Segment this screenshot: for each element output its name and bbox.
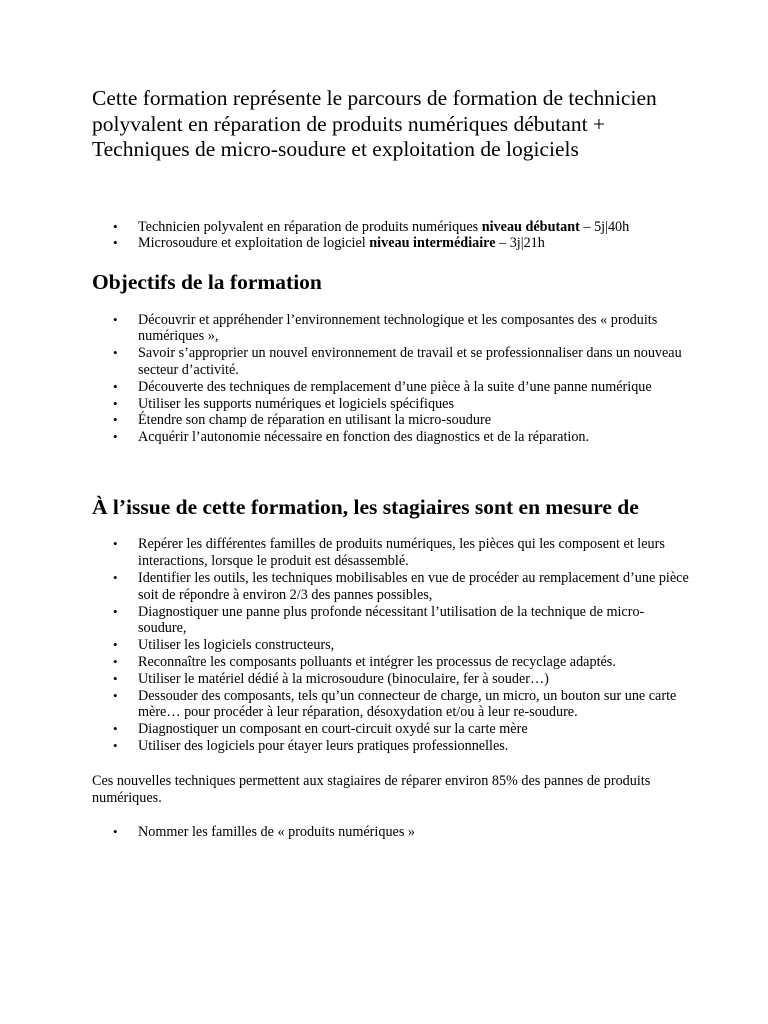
objective-text: Découvrir et appréhender l’environnement technologique et les composantes des « produits numériques », (138, 311, 658, 345)
bullet-icon: • (113, 345, 118, 361)
list-item (92, 379, 692, 396)
bullet-icon: • (113, 654, 118, 670)
course-level: niveau débutant (481, 218, 580, 235)
bullet-icon: • (113, 311, 118, 327)
outcome-text: Identifier les outils, les techniques mobilisables en vue de procéder au remplacement d’une pièce soit de répondre à environ 2/3 des pannes possibles, (138, 570, 689, 603)
list-item (92, 824, 692, 841)
bullet-icon: • (113, 570, 118, 586)
bullet-icon: • (113, 235, 118, 251)
bullet-icon: • (113, 218, 118, 234)
objective-text: Acquérir l’autonomie nécessaire en fonction des diagnostics et de la réparation. (138, 429, 590, 446)
objective-text: Étendre son champ de réparation en utilisant la micro-soudure (138, 412, 491, 429)
bullet-icon: • (113, 603, 118, 619)
objective-text: Savoir s’approprier un nouvel environnement de travail et se professionnaliser dans un nouveau secteur d’activité. (138, 345, 682, 378)
course-level: niveau intermédiaire (369, 235, 496, 252)
outcome-text: Repérer les différentes familles de produits numériques, les pièces qui les composent et leurs interactions, lorsque le produit est désassemblé. (138, 536, 665, 570)
course-duration: – 5j|40h (579, 218, 630, 235)
outcome-text: Utiliser des logiciels pour étayer leurs pratiques professionnelles. (138, 738, 509, 755)
bullet-icon: • (113, 412, 118, 428)
list-item (92, 219, 692, 236)
list-item (92, 312, 692, 346)
objectives-heading: Objectifs de la formation (92, 270, 322, 295)
list-item (92, 429, 692, 446)
list-item (92, 570, 692, 604)
course-list (92, 219, 692, 253)
summary-paragraph: Ces nouvelles techniques permettent aux stagiaires de réparer environ 85% des pannes de produits numériques. (92, 772, 651, 806)
list-item (92, 235, 692, 252)
final-list (92, 824, 692, 841)
list-item (92, 536, 692, 570)
bullet-icon: • (113, 536, 118, 552)
outcome-text: Utiliser les logiciels constructeurs, (138, 637, 335, 654)
objective-text: Découverte des techniques de remplacement d’une pièce à la suite d’une panne numérique (138, 378, 652, 395)
final-item-text: Nommer les familles de « produits numériques » (138, 824, 415, 841)
bullet-icon: • (113, 429, 118, 445)
bullet-icon: • (113, 721, 118, 737)
list-item (92, 721, 692, 738)
outcome-text: Diagnostiquer un composant en court-circuit oxydé sur la carte mère (138, 721, 528, 738)
outcome-text: Reconnaître les composants polluants et intégrer les processus de recyclage adaptés. (138, 654, 616, 671)
objectives-list (92, 312, 692, 446)
document-page (92, 86, 692, 841)
bullet-icon: • (113, 824, 118, 840)
list-item (92, 412, 692, 429)
outcome-text: Dessouder des composants, tels qu’un connecteur de charge, un micro, un bouton sur une carte mère… pour procéder à leur réparation, désoxydation et/ou à leur re-soudure. (138, 687, 677, 721)
outcomes-list (92, 536, 692, 754)
course-title: Microsoudure et exploitation de logiciel (138, 235, 370, 252)
list-item (92, 671, 692, 688)
list-item (92, 637, 692, 654)
list-item (92, 396, 692, 413)
outcome-text: Diagnostiquer une panne plus profonde nécessitant l’utilisation de la technique de micro-soudure, (138, 603, 645, 637)
outcome-text: Utiliser le matériel dédié à la microsoudure (binoculaire, fer à souder…) (138, 670, 549, 687)
list-item (92, 654, 692, 671)
list-item (92, 738, 692, 755)
outcomes-heading: À l’issue de cette formation, les stagiaires sont en mesure de (92, 494, 639, 519)
intro-paragraph: Cette formation représente le parcours de formation de technicien polyvalent en réparation de produits numériques débutant + Techniques de micro-soudure et exploitation de logiciels (92, 86, 657, 161)
course-title: Technicien polyvalent en réparation de produits numériques (138, 218, 482, 235)
bullet-icon: • (113, 738, 118, 754)
bullet-icon: • (113, 395, 118, 411)
bullet-icon: • (113, 687, 118, 703)
objective-text: Utiliser les supports numériques et logiciels spécifiques (138, 395, 455, 412)
list-item (92, 604, 692, 638)
list-item (92, 688, 692, 722)
course-duration: – 3j|21h (495, 235, 545, 252)
bullet-icon: • (113, 637, 118, 653)
bullet-icon: • (113, 670, 118, 686)
bullet-icon: • (113, 378, 118, 394)
list-item (92, 345, 692, 379)
